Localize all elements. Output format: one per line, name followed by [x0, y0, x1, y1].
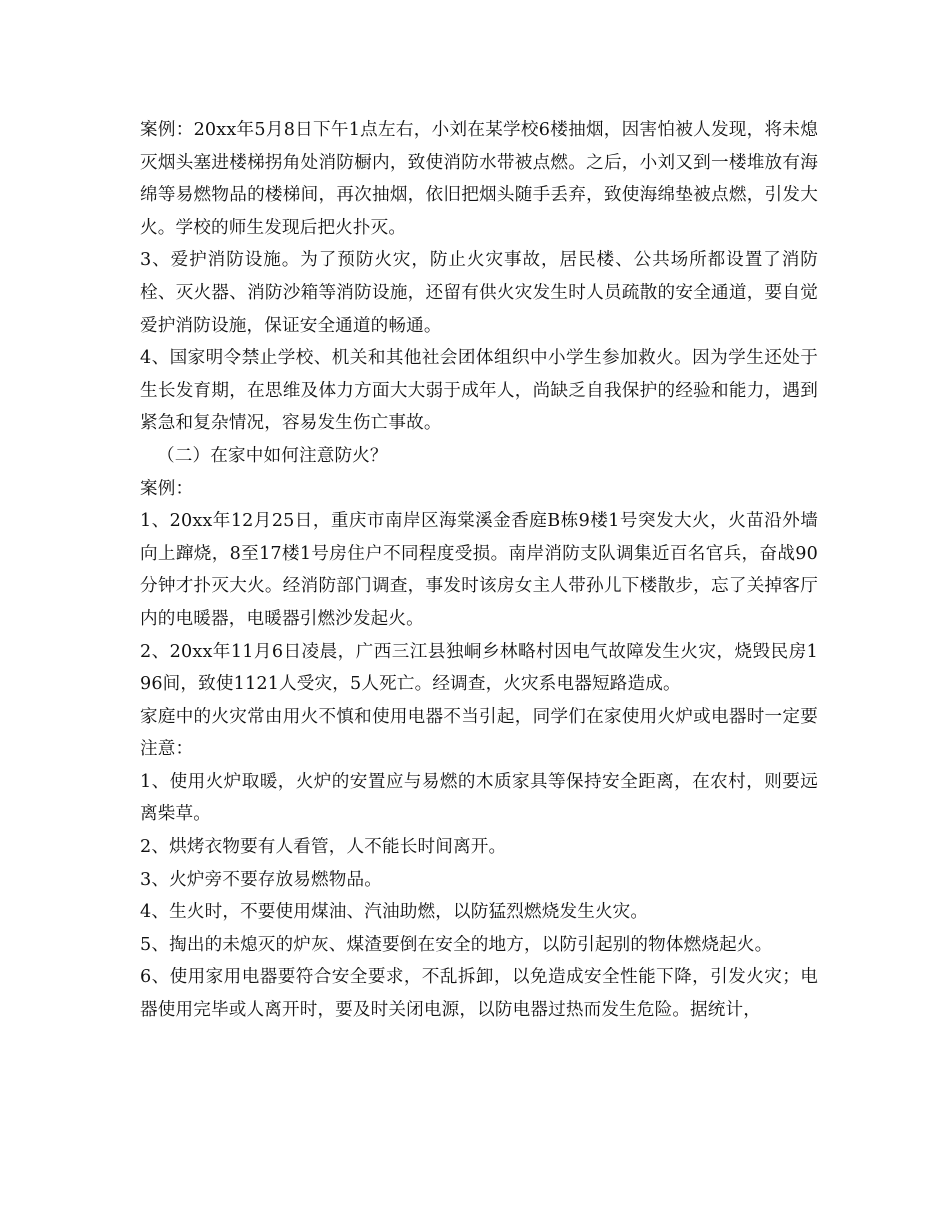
case-item-chongqing-fire: 1、20xx年12月25日，重庆市南岸区海棠溪金香庭B栋9楼1号突发大火，火苗沿外墙向上蹿烧，8至17楼1号房住户不同程度受损。南岸消防支队调集近百名官兵，奋战90分钟才扑灭大火。经消防部门调查，事发时该房女主人带孙儿下楼散步，忘了关掉客厅内的电暖器，电暖器引燃沙发起火。 — [140, 511, 818, 629]
tip-item-drying-clothes: 2、烘烤衣物要有人看管，人不能长时间离开。 — [140, 837, 507, 858]
case-paragraph-school-fire: 案例：20xx年5月8日下午1点左右，小刘在某学校6楼抽烟，因害怕被人发现，将未熄灭烟头塞进楼梯拐角处消防橱内，致使消防水带被点燃。之后，小刘又到一楼堆放有海绵等易燃物品的楼梯间，再次抽烟，依旧把烟头随手丢弃，致使海绵垫被点燃，引发大火。学校的师生发现后把火扑灭。 — [140, 120, 818, 238]
document-body — [140, 114, 818, 1027]
tip-item-stove-distance: 1、使用火炉取暖，火炉的安置应与易燃的木质家具等保持安全距离，在农村，则要远离柴草。 — [140, 771, 818, 825]
case-item-guangxi-fire: 2、20xx年11月6日凌晨，广西三江县独峒乡林略村因电气故障发生火灾，烧毁民房196间，致使1121人受灾，5人死亡。经调查，火灾系电器短路造成。 — [140, 641, 818, 695]
section-heading-home-fire-prevention: （二）在家中如何注意防火？ — [157, 445, 388, 466]
tip-item-no-flammables: 3、火炉旁不要存放易燃物品。 — [140, 869, 383, 890]
paragraph-home-fire-causes: 家庭中的火灾常由用火不慎和使用电器不当引起，同学们在家使用火炉或电器时一定要注意： — [140, 706, 818, 760]
paragraph-protect-fire-facilities: 3、爱护消防设施。为了预防火灾，防止火灾事故，居民楼、公共场所都设置了消防栓、灭火器、消防沙箱等消防设施，还留有供火灾发生时人员疏散的安全通道，要自觉爱护消防设施，保证安全通道的畅通。 — [140, 250, 818, 336]
tip-item-no-kerosene: 4、生火时，不要使用煤油、汽油助燃，以防猛烈燃烧发生火灾。 — [140, 902, 649, 923]
tip-item-electrical-safety: 6、使用家用电器要符合安全要求，不乱拆卸，以免造成安全性能下降，引发火灾；电器使用完毕或人离开时，要及时关闭电源，以防电器过热而发生危险。据统计， — [140, 967, 818, 1021]
case-label: 案例： — [140, 478, 194, 499]
tip-item-ash-disposal: 5、掏出的未熄灭的炉灰、煤渣要倒在安全的地方，以防引起别的物体燃烧起火。 — [140, 934, 773, 955]
paragraph-students-no-firefighting: 4、国家明令禁止学校、机关和其他社会团体组织中小学生参加救火。因为学生还处于生长发育期，在思维及体力方面大大弱于成年人，尚缺乏自我保护的经验和能力，遇到紧急和复杂情况，容易发生伤亡事故。 — [140, 348, 818, 434]
